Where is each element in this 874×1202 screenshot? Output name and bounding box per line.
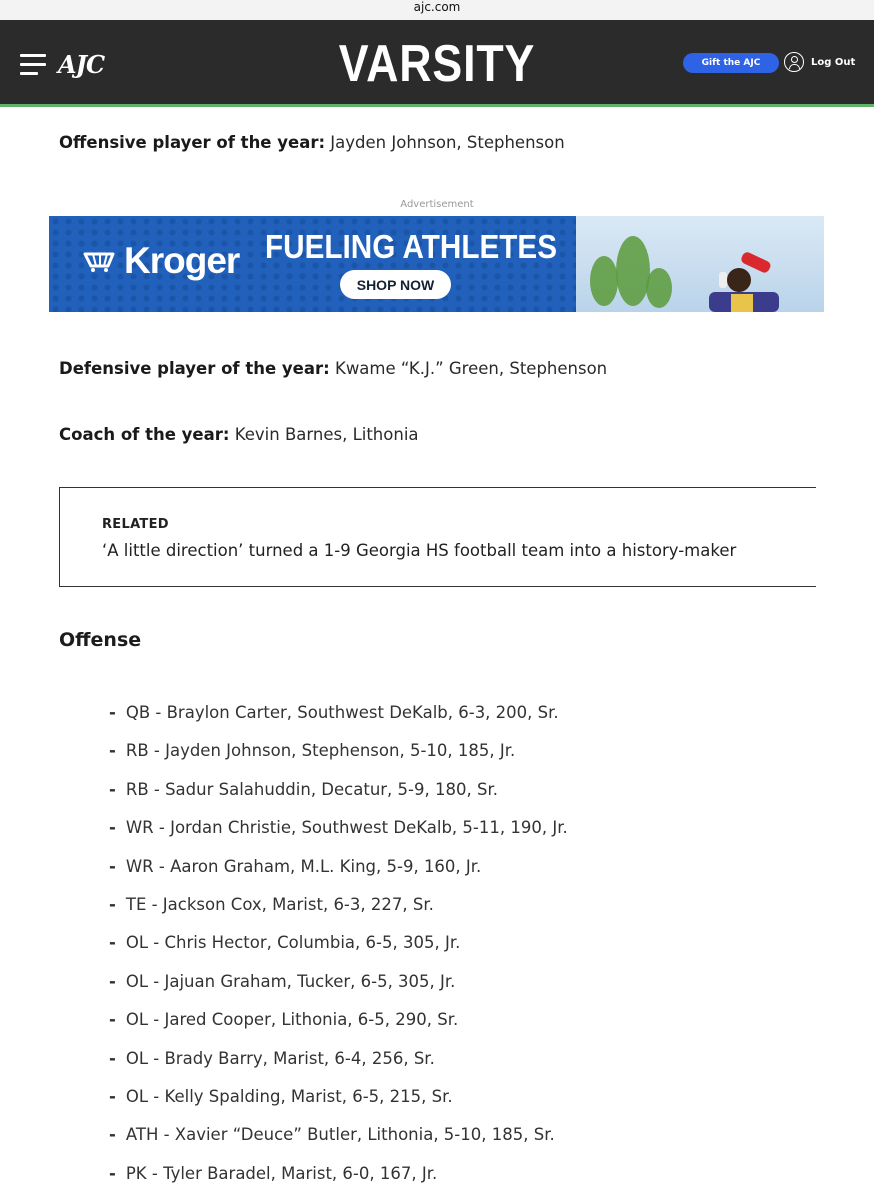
related-article-box	[59, 487, 816, 587]
url-text: ajc.com	[413, 0, 461, 14]
user-account-icon[interactable]	[784, 52, 804, 72]
player-entry: OL - Jared Cooper, Lithonia, 6-5, 290, Sr.	[125, 1010, 459, 1030]
list-item: - TE - Jackson Cox, Marist, 6-3, 227, Sr.	[109, 894, 434, 914]
advertisement-banner[interactable]	[49, 216, 824, 312]
hamburger-menu-icon[interactable]	[20, 54, 46, 76]
related-article-link[interactable]: ‘A little direction’ turned a 1-9 Georgia HS football team into a history-maker	[102, 541, 737, 560]
offense-heading: Offense	[59, 629, 142, 651]
award-value: Kwame “K.J.” Green, Stephenson	[329, 359, 608, 378]
varsity-brand-title[interactable]: VARSITY	[338, 35, 536, 93]
player-entry: OL - Jajuan Graham, Tucker, 6-5, 305, Jr.	[125, 971, 456, 991]
list-item: - ATH - Xavier “Deuce” Butler, Lithonia, 5-10, 185, Sr.	[109, 1125, 555, 1145]
list-item: - RB - Sadur Salahuddin, Decatur, 5-9, 180, Sr.	[109, 779, 498, 799]
athlete-drinking-icon	[699, 252, 779, 312]
player-entry: RB - Jayden Johnson, Stephenson, 5-10, 185, Jr.	[125, 741, 516, 761]
award-value: Kevin Barnes, Lithonia	[229, 425, 419, 444]
log-out-link[interactable]: Log Out	[811, 57, 856, 68]
player-entry: OL - Kelly Spalding, Marist, 6-5, 215, Sr.	[125, 1086, 453, 1106]
list-item: - OL - Brady Barry, Marist, 6-4, 256, Sr.	[109, 1048, 435, 1068]
advertisement-label: Advertisement	[400, 199, 474, 210]
player-entry: QB - Braylon Carter, Southwest DeKalb, 6-3, 200, Sr.	[125, 703, 559, 722]
award-offensive-player	[59, 133, 565, 152]
list-item: - PK - Tyler Baradel, Marist, 6-0, 167, Jr.	[109, 1163, 438, 1183]
award-value: Jayden Johnson, Stephenson	[325, 133, 565, 152]
list-item: - OL - Jared Cooper, Lithonia, 6-5, 290, Sr.	[109, 1010, 459, 1030]
ad-headline: FUELING ATHLETES	[265, 228, 558, 265]
kroger-logo: Kroger	[124, 240, 240, 281]
list-item: - QB - Braylon Carter, Southwest DeKalb, 6-3, 200, Sr.	[109, 703, 559, 722]
player-entry: WR - Jordan Christie, Southwest DeKalb, 5-11, 190, Jr.	[125, 818, 568, 838]
player-entry: RB - Sadur Salahuddin, Decatur, 5-9, 180, Sr.	[125, 779, 498, 799]
award-label: Offensive player of the year:	[59, 133, 326, 152]
award-label: Defensive player of the year:	[59, 359, 330, 378]
award-label: Coach of the year:	[59, 425, 230, 444]
gift-the-ajc-button[interactable]: Gift the AJC	[683, 53, 779, 73]
list-item: - RB - Jayden Johnson, Stephenson, 5-10, 185, Jr.	[109, 741, 516, 761]
offense-roster-list	[109, 703, 568, 1202]
ajc-logo[interactable]: AJC	[58, 50, 105, 79]
player-entry: WR - Aaron Graham, M.L. King, 5-9, 160, Jr.	[125, 856, 482, 876]
browser-url-bar[interactable]	[0, 0, 874, 20]
player-entry: ATH - Xavier “Deuce” Butler, Lithonia, 5-10, 185, Sr.	[125, 1125, 555, 1145]
kroger-cart-icon	[83, 246, 117, 272]
award-defensive-player	[59, 359, 607, 378]
related-label: RELATED	[102, 517, 169, 532]
award-coach	[59, 425, 419, 444]
site-header	[0, 20, 874, 107]
list-item: - OL - Jajuan Graham, Tucker, 6-5, 305, Jr.	[109, 971, 456, 991]
player-entry: OL - Brady Barry, Marist, 6-4, 256, Sr.	[125, 1048, 435, 1068]
player-entry: PK - Tyler Baradel, Marist, 6-0, 167, Jr.	[125, 1163, 438, 1183]
list-item: - WR - Jordan Christie, Southwest DeKalb, 5-11, 190, Jr.	[109, 818, 568, 838]
list-item: - WR - Aaron Graham, M.L. King, 5-9, 160, Jr.	[109, 856, 482, 876]
list-item: - OL - Chris Hector, Columbia, 6-5, 305, Jr.	[109, 933, 461, 953]
list-item: - OL - Kelly Spalding, Marist, 6-5, 215, Sr.	[109, 1086, 453, 1106]
shop-now-button[interactable]: SHOP NOW	[340, 270, 451, 299]
player-entry: OL - Chris Hector, Columbia, 6-5, 305, Jr.	[125, 933, 461, 953]
player-entry: TE - Jackson Cox, Marist, 6-3, 227, Sr.	[125, 894, 434, 914]
